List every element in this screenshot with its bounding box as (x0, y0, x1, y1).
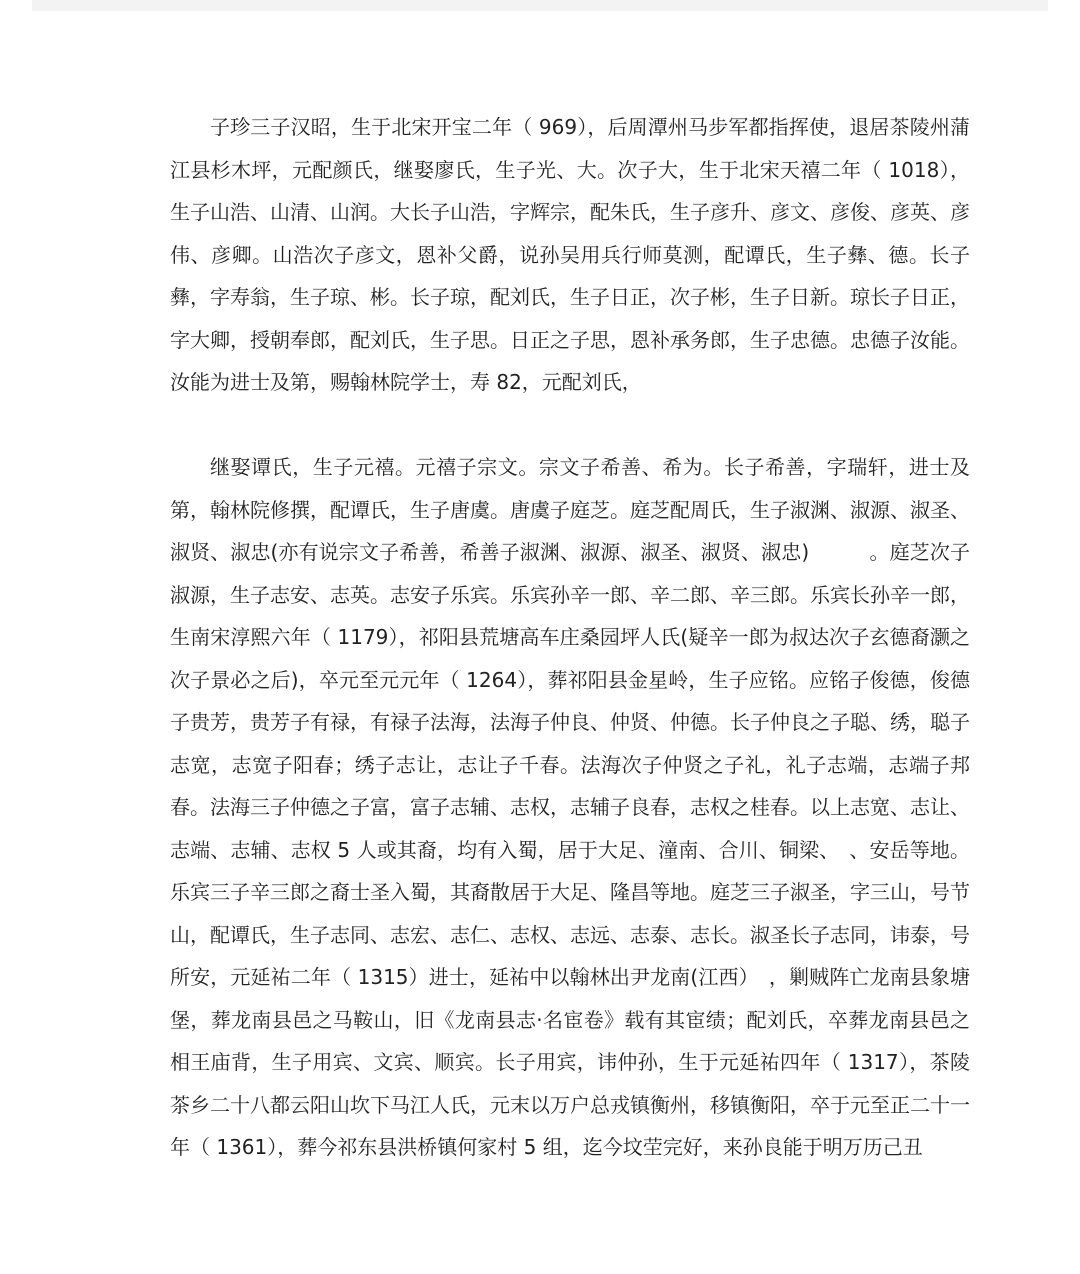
paragraph-2: 继娶谭氏，生子元禧。元禧子宗文。宗文子希善、希为。长子希善，字瑞轩，进士及第，翰林院修撰，配谭氏，生子唐虞。唐虞子庭芝。庭芝配周氏，生子淑渊、淑源、淑圣、淑贤、淑忠(亦有说宗文子希善，希善子淑渊、淑源、淑圣、淑贤、淑忠) 。庭芝次子淑源，生子志安、志英。志安子乐宾。乐宾孙辛一郎、辛二郎、辛三郎。乐宾长孙辛一郎，生南宋淳熙六年（ 1179），祁阳县荒塘高车庄桑园坪人氏(疑辛一郎为叔达次子玄德裔灏之次子景必之后)，卒元至元元年（ 1264），葬祁阳县金星岭，生子应铭。应铭子俊德，俊德子贵芳，贵芳子有禄，有禄子法海，法海子仲良、仲贤、仲德。长子仲良之子聪、绣，聪子志宽，志宽子阳春；绣子志让，志让子千春。法海次子仲贤之子礼，礼子志端，志端子邦春。法海三子仲德之子富，富子志辅、志权，志辅子良春，志权之桂春。以上志宽、志让、志端、志辅、志权 5 人或其裔，均有入蜀，居于大足、潼南、合川、铜梁、 、安岳等地。乐宾三子辛三郎之裔士圣入蜀，其裔散居于大足、隆昌等地。庭芝三子淑圣，字三山，号节山，配谭氏，生子志同、志宏、志仁、志权、志远、志泰、志长。淑圣长子志同，讳泰，号所安，元延祐二年（ 1315）进士，延祐中以翰林出尹龙南(江西） ，剿贼阵亡龙南县象塘堡，葬龙南县邑之马鞍山，旧《龙南县志·名宦卷》载有其宦绩；配刘氏，卒葬龙南县邑之相王庙背，生子用宾、文宾、顺宾。长子用宾，讳仲孙，生于元延祐四年（ 1317），茶陵茶乡二十八都云阳山坎下马江人氏，元末以万户总戎镇衡州，移镇衡阳，卒于元至正二十一年（ 1361），葬今祁东县洪桥镇何家村 5 组，迄今坟茔完好，来孙良能于明万历己丑 (170, 455, 970, 1159)
top-divider (32, 0, 1048, 11)
document-body (170, 106, 970, 1169)
paragraph-spacer (170, 404, 970, 447)
paragraph-1: 子珍三子汉昭，生于北宋开宝二年（ 969），后周潭州马步军都指挥使，退居茶陵州蒲江县杉木坪，元配颜氏，继娶廖氏，生子光、大。次子大，生于北宋天禧二年（ 1018），生子山浩、山清、山润。大长子山浩，字辉宗，配朱氏，生子彦升、彦文、彦俊、彦英、彦伟、彦卿。山浩次子彦文，恩补父爵，说孙吴用兵行师莫测，配谭氏，生子彝、德。长子彝，字寿翁，生子琼、彬。长子琼，配刘氏，生子日正，次子彬，生子日新。琼长子日正，字大卿，授朝奉郎，配刘氏，生子思。日正之子思，恩补承务郎，生子忠德。忠德子汝能。汝能为进士及第，赐翰林院学士，寿 82，元配刘氏， (170, 115, 970, 394)
